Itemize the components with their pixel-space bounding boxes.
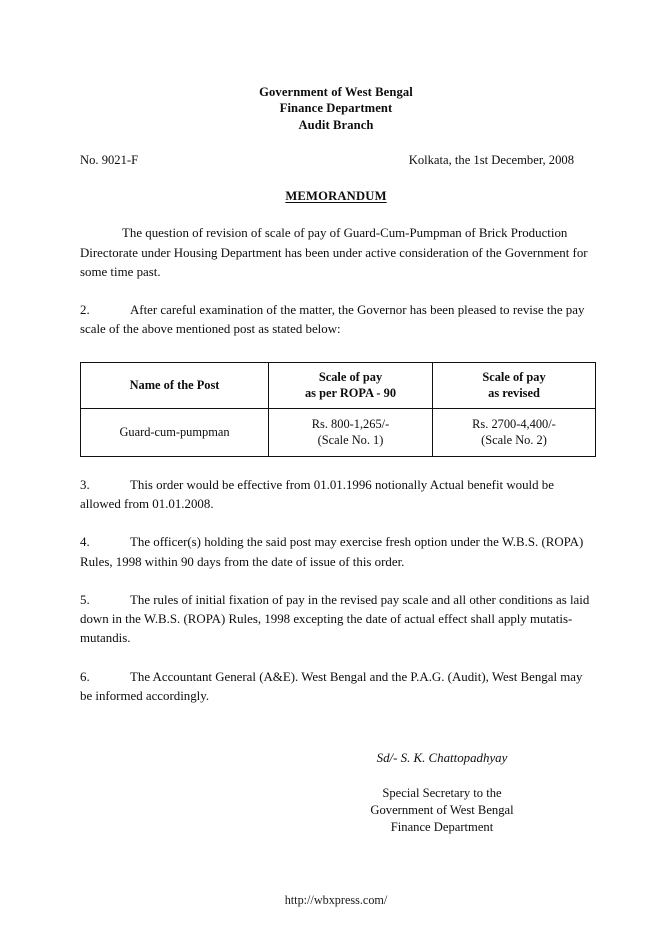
paragraph-4-text: The officer(s) holding the said post may exercise fresh option under the W.B.S. (ROPA) Rules, 1998 within 90 days from the date of issue of this order.	[80, 535, 584, 569]
table-cell-ropa-scale-no: (Scale No. 1)	[317, 433, 384, 448]
memo-place-date: Kolkata, the 1st December, 2008	[408, 153, 574, 168]
paragraph-intro: The question of revision of scale of pay of Guard-Cum-Pumpman of Brick Production Directorate under Housing Department has been under active consideration of the Government for some time past.	[80, 226, 588, 279]
pay-scale-table	[80, 362, 596, 457]
table-header-revised-line1: Scale of pay	[482, 369, 546, 384]
paragraph-5	[80, 591, 592, 649]
table-header-revised-line2: as revised	[488, 386, 540, 401]
table-cell-ropa	[269, 408, 433, 456]
table-row	[81, 408, 596, 456]
memorandum-heading-text: MEMORANDUM	[285, 189, 387, 204]
letterhead-line-department: Finance Department	[279, 101, 393, 116]
table-header-ropa	[269, 362, 433, 408]
designation-line-2: Government of West Bengal	[370, 803, 514, 818]
table-header-post: Name of the Post	[81, 362, 269, 408]
paragraph-6-number: 6.	[80, 669, 90, 684]
signatory-designation	[292, 785, 592, 835]
paragraph-4	[80, 533, 592, 572]
table-header-ropa-line1: Scale of pay	[318, 369, 383, 384]
table-cell-revised-amount: Rs. 2700-4,400/-	[472, 416, 556, 431]
table-header-revised	[433, 362, 596, 408]
paragraph-2-text: After careful examination of the matter, the Governor has been pleased to revise the pay scale of the above mentioned post as stated below:	[80, 303, 585, 337]
letterhead-line-government: Government of West Bengal	[259, 85, 413, 99]
table-cell-post: Guard-cum-pumpman	[81, 408, 269, 456]
signatory-name: Sd/- S. K. Chattopadhyay	[376, 751, 508, 766]
letterhead	[80, 84, 592, 133]
table-cell-revised	[433, 408, 596, 456]
designation-line-1: Special Secretary to the	[382, 786, 502, 801]
page-title	[80, 189, 592, 204]
paragraph-3-text: This order would be effective from 01.01.1996 notionally Actual benefit would be allowed from 01.01.2008.	[80, 477, 554, 511]
paragraph-3	[80, 476, 592, 515]
memo-number: No. 9021-F	[80, 153, 139, 168]
table-header-row	[81, 362, 596, 408]
paragraph-4-number: 4.	[80, 535, 90, 550]
paragraph-6	[80, 668, 592, 707]
letterhead-line-branch: Audit Branch	[298, 117, 374, 132]
paragraph-2-number: 2.	[80, 303, 90, 318]
footer-source-url: http://wbxpress.com/	[284, 893, 388, 907]
paragraph-6-text: The Accountant General (A&E). West Bengal and the P.A.G. (Audit), West Bengal may be informed accordingly.	[80, 669, 583, 704]
table-cell-revised-scale-no: (Scale No. 2)	[481, 433, 547, 448]
table-header-ropa-line2: as per ROPA - 90	[304, 386, 397, 401]
table-cell-ropa-amount: Rs. 800-1,265/-	[311, 416, 390, 431]
reference-row	[80, 152, 592, 168]
designation-line-3: Finance Department	[390, 819, 494, 834]
signature-block	[292, 750, 592, 835]
paragraph-5-number: 5.	[80, 592, 90, 607]
paragraph-3-number: 3.	[80, 477, 90, 492]
paragraph-2	[80, 301, 592, 340]
document-content	[80, 84, 592, 836]
paragraph-5-text: The rules of initial fixation of pay in the revised pay scale and all other conditions as laid down in the W.B.S. (ROPA) Rules, 1998 excepting the date of actual effect shall apply mutatis-mutandis.	[80, 592, 590, 646]
